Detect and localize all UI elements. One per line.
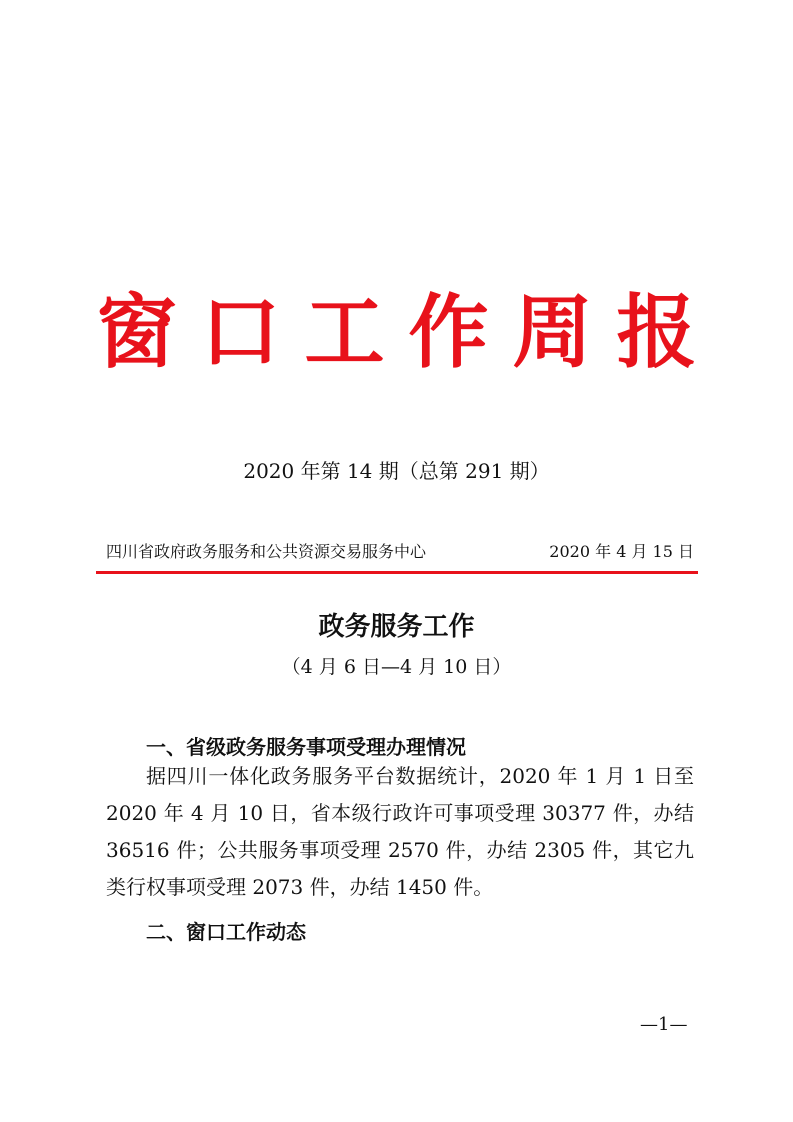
- organization-name: 四川省政府政务服务和公共资源交易服务中心: [106, 541, 427, 561]
- section-date-range: （4 月 6 日—4 月 10 日）: [281, 656, 512, 678]
- page-number: —1—: [640, 1014, 688, 1035]
- publish-date: 2020 年 4 月 15 日: [549, 541, 694, 561]
- issue-number: 2020 年第 14 期（总第 291 期）: [243, 459, 550, 483]
- heading-window-updates: 二、窗口工作动态: [146, 920, 306, 944]
- heading-provincial-matters: 一、省级政务服务事项受理办理情况: [146, 735, 466, 759]
- masthead-title: 窗口工作周报: [96, 285, 721, 379]
- section-title: 政务服务工作: [318, 612, 475, 642]
- header-meta-row: [106, 536, 694, 564]
- red-divider: [96, 571, 698, 574]
- statistics-paragraph: 据四川一体化政务服务平台数据统计，2020 年 1 月 1 日至 2020 年 4 月 10 日，省本级行政许可事项受理 30377 件，办结 36516 件；公共服务事项受理 2570 件，办结 2305 件，其它九类行权事项受理 2073 件，办结 1450 件。: [106, 764, 694, 899]
